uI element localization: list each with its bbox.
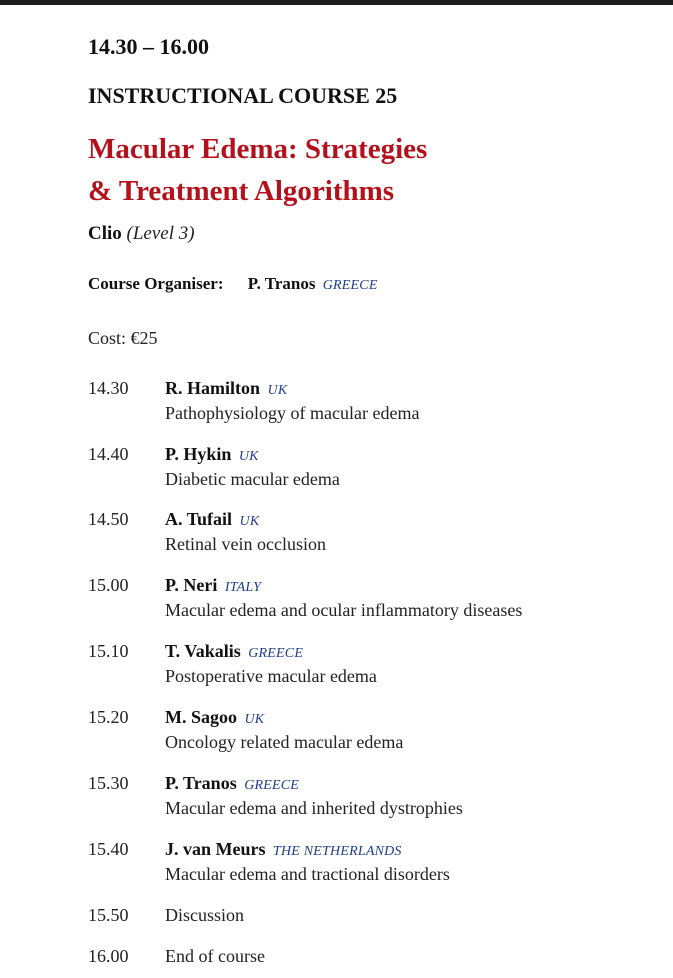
session-speaker-line	[165, 641, 303, 662]
session-speaker-line	[165, 773, 299, 794]
session-speaker: P. Neri	[165, 575, 218, 595]
session-country: UK	[244, 712, 265, 727]
session-time: 15.40	[88, 839, 129, 859]
session-country: UK	[238, 449, 259, 464]
session-label: End of course	[165, 946, 265, 966]
session-time: 15.20	[88, 707, 129, 727]
venue	[88, 223, 195, 245]
session-topic: Macular edema and tractional disorders	[165, 864, 450, 884]
session-speaker-line	[165, 707, 264, 728]
session-time: 15.30	[88, 773, 129, 793]
session-topic: Macular edema and inherited dystrophies	[165, 798, 463, 818]
session-speaker-line	[165, 509, 259, 530]
session-topic: Macular edema and ocular inflammatory diseases	[165, 600, 523, 620]
session-speaker-line	[165, 575, 261, 596]
session-topic: Diabetic macular edema	[165, 469, 340, 489]
course-title-line-2: & Treatment Algorithms	[88, 175, 395, 207]
organiser-label: Course Organiser:	[88, 274, 224, 293]
course-number-heading: INSTRUCTIONAL COURSE 25	[88, 83, 398, 108]
session-time: 14.40	[88, 444, 129, 464]
session-topic: Postoperative macular edema	[165, 666, 377, 686]
session-speaker-line	[165, 378, 287, 399]
session-country: ITALY	[224, 580, 262, 595]
session-speaker: R. Hamilton	[165, 378, 261, 398]
session-speaker: A. Tufail	[165, 509, 233, 529]
session-time: 15.10	[88, 641, 129, 661]
venue-level: (Level 3)	[126, 223, 195, 244]
session-country: UK	[267, 383, 288, 398]
course-time-range: 14.30 – 16.00	[88, 34, 209, 59]
session-speaker: P. Hykin	[165, 444, 232, 464]
course-cost: Cost: €25	[88, 328, 158, 348]
session-topic: Pathophysiology of macular edema	[165, 403, 420, 423]
session-country: THE NETHERLANDS	[273, 844, 402, 859]
session-country: GREECE	[244, 778, 300, 793]
session-speaker-line	[165, 839, 402, 860]
session-time: 15.50	[88, 905, 129, 925]
session-speaker: J. van Meurs	[165, 839, 266, 859]
organiser-name: P. Tranos	[247, 274, 316, 293]
session-country: GREECE	[248, 646, 304, 661]
course-title	[88, 128, 427, 212]
session-speaker: P. Tranos	[165, 773, 237, 793]
session-speaker-line	[165, 444, 259, 465]
session-topic: Retinal vein occlusion	[165, 534, 326, 554]
session-time: 16.00	[88, 946, 129, 966]
session-speaker: T. Vakalis	[165, 641, 241, 661]
course-organiser	[88, 274, 378, 294]
session-country: UK	[239, 514, 260, 529]
course-title-line-1: Macular Edema: Strategies	[88, 133, 428, 165]
session-time: 14.30	[88, 378, 129, 398]
venue-room: Clio	[88, 223, 122, 244]
session-label: Discussion	[165, 905, 245, 925]
session-time: 15.00	[88, 575, 129, 595]
session-topic: Oncology related macular edema	[165, 732, 404, 752]
session-time: 14.50	[88, 509, 129, 529]
top-border-bar	[0, 0, 673, 5]
session-speaker: M. Sagoo	[165, 707, 237, 727]
organiser-country: GREECE	[322, 278, 378, 293]
